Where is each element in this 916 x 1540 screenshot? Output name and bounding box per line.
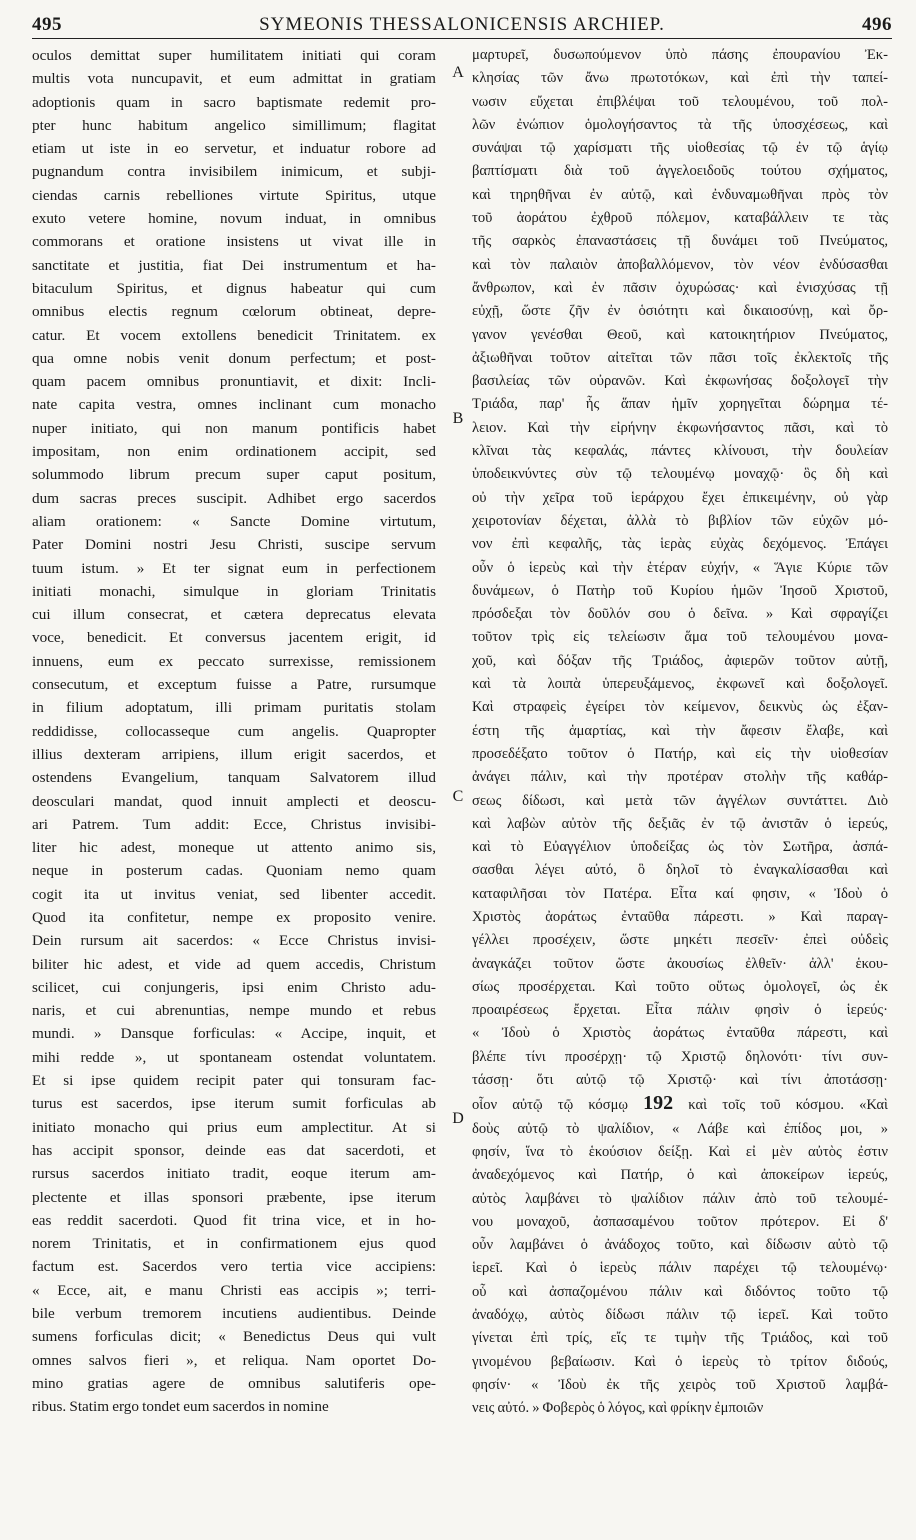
section-marker-a: A [452,64,464,81]
section-marker-d: D [452,1110,464,1127]
latin-line: oculos demittat super humilitatem initiati qui coram [32,47,436,64]
greek-line: κλῖναι τὰς κεφαλάς, πάντες κλίνουσι, τὴν δουλείαν [472,443,888,460]
greek-line-text: οἷον αὐτῷ τῷ κόσμῳ [472,1097,644,1114]
latin-line: omnes salvos fieri », et reliqua. Nam oportet Do- [32,1351,436,1369]
greek-line: Τριάδα, παρ' ἧς ἅπαν ἡμῖν χορηγεῖται δώρημα τέ- [472,396,888,413]
greek-line: νωσιν εὔχεται ἐπιβλέψαι τοῦ τελουμένου, τοῦ πολ- [472,93,888,110]
latin-line: Dein rursum ait sacerdos: « Ecce Christus invisi- [32,932,436,950]
latin-line: voce, benedicit. Et conversus jacentem erigit, id [32,629,436,647]
greek-line: φησίν, ἵνα τὸ ἑκούσιον δείξῃ. Καὶ εἰ μὲν αὐτὸς ἐστιν [472,1143,888,1160]
greek-line: καὶ λαβὼν αὐτὸν τῆς δεξιᾶς ἐν τῷ ἀνιστᾶν ὁ ἱερεύς, [472,815,888,832]
latin-line: Quod ita confitetur, nempe ex proposito venire. [32,908,436,926]
greek-line [472,1092,888,1117]
latin-line: adoptionis quam in sacro baptismate redemit pro- [32,93,436,111]
greek-line: έστη τῆς ἁμαρτίας, καὶ τὴν ἄφεσιν ἔλαβε, καὶ [472,722,888,739]
latin-line: has accipit sponsor, deinde eas dat sacerdoti, et [32,1141,436,1159]
latin-column [32,44,436,1528]
greek-line: σίως προσέρχεται. Καὶ τοῦτο οὕτως ὁμολογεῖ, ὡς ἐκ [472,978,888,995]
latin-line: liter hic adest, moneque ut attento animo sis, [32,839,436,857]
latin-line: neque in posterum cadas. Quoniam nemo quam [32,862,436,880]
greek-line: γινομένου βεβαίωσιν. Καὶ ὁ ἱερεὺς τὸ τρίτον διδούς, [472,1353,888,1370]
greek-line: δοὺς αὐτῷ τὸ ψαλίδιον, « Λάβε καὶ ἐπίδος μοι, » [472,1120,888,1137]
latin-line: initiato monacho qui prius eum amplectitur. At si [32,1118,436,1136]
latin-line: tuum istum. » Et ter signat eum in perfectionem [32,559,436,577]
greek-line: καταφιλῆσαι τὸν Πατέρα. Εἶτα καί φησιν, « Ἰδοὺ ὁ [472,885,888,902]
latin-line: mihi redde », ut spontaneam ostendat voluntatem. [32,1048,436,1066]
running-title: SYMEONIS THESSALONICENSIS ARCHIEP. [259,14,665,35]
latin-line: qua omne nobis venit donum perfectum; et post- [32,349,436,367]
latin-line: reddidisse, collocasseque cum angelis. Quapropter [32,722,436,740]
greek-line: ἱερεῖ. Καὶ ὁ ἱερεὺς πάλιν παρέχει τῷ τελουμένῳ· [472,1260,888,1277]
greek-line: νεις αὐτό. » Φοβερὸς ὁ λόγος, καὶ φρίκην ἐμποιῶν [472,1400,764,1417]
latin-line: cogit ita ut invitus veniat, sed libenter accedit. [32,885,436,903]
greek-line: ἀνάγει πάλιν, καὶ τὴν προτέραν στολὴν τῆς καθάρ- [472,769,888,786]
latin-line: plectente et illas sponsori præbente, ipse iterum [32,1188,436,1206]
greek-line: πρόσδεξαι τὸν δοῦλόν σου ὁ δεῖνα. » Καὶ σφραγίζει [472,606,888,623]
greek-line: λῶν ἐνώπιον ὁμολογήσαντος τὰ τῆς ὑποσχέσεως, καὶ [472,116,888,133]
latin-line: deosculari mandat, quod innuit amplecti et deoscu- [32,792,436,810]
greek-line: ἄνθρωπον, καὶ ἐν πᾶσιν ὀχυρώσας· καὶ ἐνισχύσας τῇ [472,279,888,296]
latin-line: ari Patrem. Tum addit: Ecce, Christus invisibi- [32,815,436,833]
latin-line: aliam orationem: « Sancte Domine virtutum, [32,512,436,530]
greek-line: τοῦ ἀοράτου ἐχθροῦ πόλεμον, καταβάλλειν τε τὰς [472,210,888,227]
latin-line: cui illum consecrat, et cætera deprecatus elevata [32,606,436,624]
greek-line: « Ἰδοὺ ὁ Χριστὸς ἀοράτως ἐνταῦθα πάρεστι, καὶ [472,1025,888,1042]
greek-column [472,44,888,1528]
greek-line: καὶ τὸν παλαιὸν ἀποβαλλόμενον, τὸν νέον ἐνδύσασθαι [472,256,888,273]
greek-line: εὐχῇ, ὥστε ζῆν ἐν ὁσιότητι καὶ δικαιοσύνῃ, καὶ ὄρ- [472,303,888,320]
latin-line: pugnandum contra invisibilem inimicum, et subji- [32,163,436,181]
greek-line: Χριστὸς ἀοράτως ἐνταῦθα πάρεστι. » Καὶ παραγ- [472,908,888,925]
latin-line: « Ecce, ait, e manu Christi eas accipis »; terri- [32,1281,436,1299]
latin-line: naris, et cui abrenuntias, nempe mundo et rebus [32,1002,436,1020]
latin-line: mundi. » Dansque forficulas: « Accipe, inquit, et [32,1025,436,1043]
latin-line: ostendens Evangelium, tanquam Salvatorem illud [32,769,436,787]
greek-line: γίνεται ἐπὶ τρίς, εἴς τε τιμὴν τῆς Τριάδος, καὶ τοῦ [472,1330,888,1347]
latin-line: commorans et oratione insistens ut vivat ille in [32,233,436,251]
latin-line: rursus sacerdos initiato tradit, eoque iterum am- [32,1165,436,1183]
latin-line: eas reddit sacerdoti. Quod fit trina vice, et in ho- [32,1211,436,1229]
greek-line: νον ἐπὶ κεφαλῆς, τὰς ἱερὰς εὐχὰς δεχόμενος. Ἐπάγει [472,536,888,553]
greek-line: ἀναδόχῳ, αὐτὸς δίδωσι πάλιν τῷ ἱερεῖ. Καὶ τοῦτο [472,1307,888,1324]
greek-line: σεως δίδωσι, καὶ μετὰ τῶν ἀγγέλων συντάττει. Διὸ [472,792,888,809]
latin-line: omnibus electis regnum cœlorum obtineat, depre- [32,303,436,321]
greek-line: οὖν λαμβάνει ὁ ἀνάδοχος τοῦτο, καὶ δίδωσιν αὐτὸ τῷ [472,1237,888,1254]
latin-line: innuens, eum ex peccato surrexisse, remissionem [32,652,436,670]
greek-line: ὑποδεικνύντες σὺν τῷ τελουμένῳ μοναχῷ· ὃς δὴ καὶ [472,466,888,483]
latin-line: scilicet, cui conjungeris, ipsi enim Christo adu- [32,978,436,996]
latin-line: ciendas carnis rebelliones virtute Spiritus, utque [32,186,436,204]
latin-line: Pater Domini nostri Jesu Christi, suscipe servum [32,536,436,554]
page-number-left: 495 [32,14,62,35]
greek-line: τοῦτον τρὶς εἰς τελείωσιν ἅμα τοῦ τελουμένου μονα- [472,629,888,646]
latin-line: factum est. Sacerdos vero tertia vice accipiens: [32,1258,436,1276]
latin-line: nuper initiato, qui non manum pontificis habet [32,419,436,437]
greek-line: προαιρέσεως ἔρχεται. Εἶτα πάλιν φησὶν ὁ ἱερεύς· [472,1002,888,1019]
greek-line: ἀξιωθῆναι τοῦτον αἰτεῖται τῶν πᾶσι τοῖς ἐκλεκτοῖς τῆς [472,349,888,366]
greek-line: χειροτονίαν δέχεται, ἀλλὰ τὸ βιβλίον τῶν εὐχῶν μό- [472,512,888,529]
section-marker-b: B [452,410,464,427]
greek-line: οὐ τὴν χεῖρα τοῦ ἱεράρχου ἔχει ἐπικειμένην, οὐ γὰρ [472,489,888,506]
latin-line: ribus. Statim ergo tondet eum sacerdos in nomine [32,1398,329,1416]
latin-line: nate capita vestra, omnes inclinant cum monacho [32,396,436,414]
greek-line: τάσσῃ· ὅτι αὐτῷ τῷ Χριστῷ· καὶ τίνι ἀποτάσσῃ· [472,1072,888,1089]
latin-line: dum sacras preces suscipit. Adhibet ergo sacerdos [32,489,436,507]
greek-line: συνάψαι τῷ χαρίσματι τῆς υἱοθεσίας τῷ ἐν τῷ ἁγίῳ [472,140,888,157]
latin-line: mino gratias agere de omnibus salutiferis ope- [32,1374,436,1392]
latin-line: Et si ipse quidem recipit pater qui tonsuram fac- [32,1072,436,1090]
greek-line: γανον γενέσθαι Θεοῦ, καὶ κατοικητήριον Πνεύματος, [472,326,888,343]
greek-line: κλησίας τῶν ἄνω πρωτοτόκων, καὶ ἐπὶ τὴν ταπεί- [472,70,888,87]
greek-line: οὗ καὶ ἀσπαζομένου πάλιν καὶ διδόντος τοῦτο τῷ [472,1283,888,1300]
greek-line: φησίν· « Ἰδοὺ ἐκ τῆς χειρὸς τοῦ Χριστοῦ λαμβά- [472,1376,888,1393]
greek-line: καὶ τηρηθῆναι ἐν αὐτῷ, καὶ ἐνδυναμωθῆναι πρὸς τὸν [472,186,888,203]
greek-line: καὶ τὸ Εὐαγγέλιον ὑποδείξας ὡς τὸν Σωτῆρα, ἀσπά- [472,839,888,856]
latin-line: quam pacem omnibus pronuntiavit, et dixit: Incli- [32,373,436,391]
page-header [32,8,892,39]
greek-line: οὖν ὁ ἱερεὺς καὶ τὴν ἑτέραν εὐχήν, « Ἅγιε Κύριε τῶν [472,559,888,576]
latin-line: consecutum, et exceptum fuisse a Patre, rursumque [32,676,436,694]
greek-line: λειον. Καὶ τὴν εἰρήνην ἐκφωνήσαντος πᾶσι, καὶ τὸ [472,419,888,436]
greek-line: δυνάμεων, ὁ Πατὴρ τοῦ Κυρίου ἡμῶν Ἰησοῦ Χριστοῦ, [472,582,888,599]
greek-line: προσεδέξατο τοῦτον ὁ Πατήρ, καὶ εἰς τὴν υἱοθεσίαν [472,745,888,762]
latin-line: illius dexteram arripiens, illum erigit sacerdos, et [32,745,436,763]
column-number-marker: 192 [643,1092,674,1115]
latin-line: exuto vetere homine, novum induat, in omnibus [32,210,436,228]
latin-line: biliter hic adest, et vide ad quem accedis, Christum [32,955,436,973]
latin-line: bitaculum Spiritus, et dignus habeatur qui cum [32,279,436,297]
page-number-right: 496 [862,14,892,35]
latin-line: norem Trinitatis, et in confirmationem ejus quod [32,1235,436,1253]
latin-line: catur. Et vocem extollens benedicit Trinitatem. ex [32,326,436,344]
latin-line: etiam ut iste in eo servetur, et induatur robore ad [32,140,436,158]
greek-line: χοῦ, καὶ δόξαν τῆς Τριάδος, ἀφιερῶν τοῦτον αὐτῇ, [472,652,888,669]
latin-line: turus est sacerdos, ipse iterum sumit forficulas ab [32,1095,436,1113]
latin-line: bile verbum tremorem incutiens audientibus. Deinde [32,1305,436,1323]
greek-line: ἀναδεχόμενος καὶ Πατήρ, ὁ καὶ ἀποκείρων ἱερεύς, [472,1167,888,1184]
greek-line: τῆς σαρκὸς ἐπαναστάσεις τῇ δυνάμει τοῦ Πνεύματος, [472,233,888,250]
latin-line: in filium adoptatum, illi primam puritatis stolam [32,699,436,717]
greek-line: μαρτυρεῖ, δυσωπούμενον ὑπὸ πάσης ἐπουρανίου Ἐκ- [472,47,888,63]
greek-line: βαπτίσματι διὰ τοῦ ἀγγελοειδοῦς τούτου σχήματος, [472,163,888,180]
greek-line-text: καὶ τοῖς τοῦ κόσμου. «Καὶ [673,1097,888,1114]
latin-line: solummodo librum precum super caput positum, [32,466,436,484]
greek-line: νου μοναχοῦ, ἀσπασαμένου τοῦτον πρότερον. Εἰ δ' [472,1213,888,1230]
greek-line: βλέπε τίνι προσέρχῃ· τῷ Χριστῷ δηλονότι· τίνι συν- [472,1048,888,1065]
greek-line: καὶ τὰ λοιπὰ ὑπερευξάμενος, ἐκφωνεῖ καὶ δοξολογεῖ. [472,676,888,693]
section-marker-c: C [452,788,464,805]
greek-line: σασθαι λέγει αὐτό, ὃ δηλοῖ τὸ ἐναγκαλίσασθαι καὶ [472,862,888,879]
greek-line: αὐτὸς λαμβάνει τὸ ψαλίδιον πάλιν ἀπὸ τοῦ τελουμέ- [472,1190,888,1207]
latin-line: impositam, non enim ordinationem accipit, sed [32,443,436,461]
greek-line: βασιλείας τῶν οὐρανῶν. Καὶ ἐκφωνήσας δοξολογεῖ τὴν [472,373,888,390]
latin-line: multis vota nuncupavit, et eum admittat in gratiam [32,70,436,88]
greek-line: ἀναγκάζει τοῦτον ὥστε ἀκουσίως ἐλθεῖν· ἀλλ' ἑκου- [472,955,888,972]
latin-line: initiati monachi, simulque in gloriam Trinitatis [32,582,436,600]
latin-line: sanctitate et justitia, fiat Dei instrumentum et ha- [32,256,436,274]
greek-line: γέλλει προσέχειν, ὥστε μηκέτι πεσεῖν· ἐπεὶ οὐδεὶς [472,932,888,949]
latin-line: sumens forficulas dicit; « Benedictus Deus qui vult [32,1328,436,1346]
greek-line: Καὶ στραφεὶς ἐγείρει τὸν κείμενον, δεικνὺς ὡς ἐξαν- [472,699,888,716]
latin-line: pter hunc habitum angelico simillimum; flagitat [32,116,436,134]
